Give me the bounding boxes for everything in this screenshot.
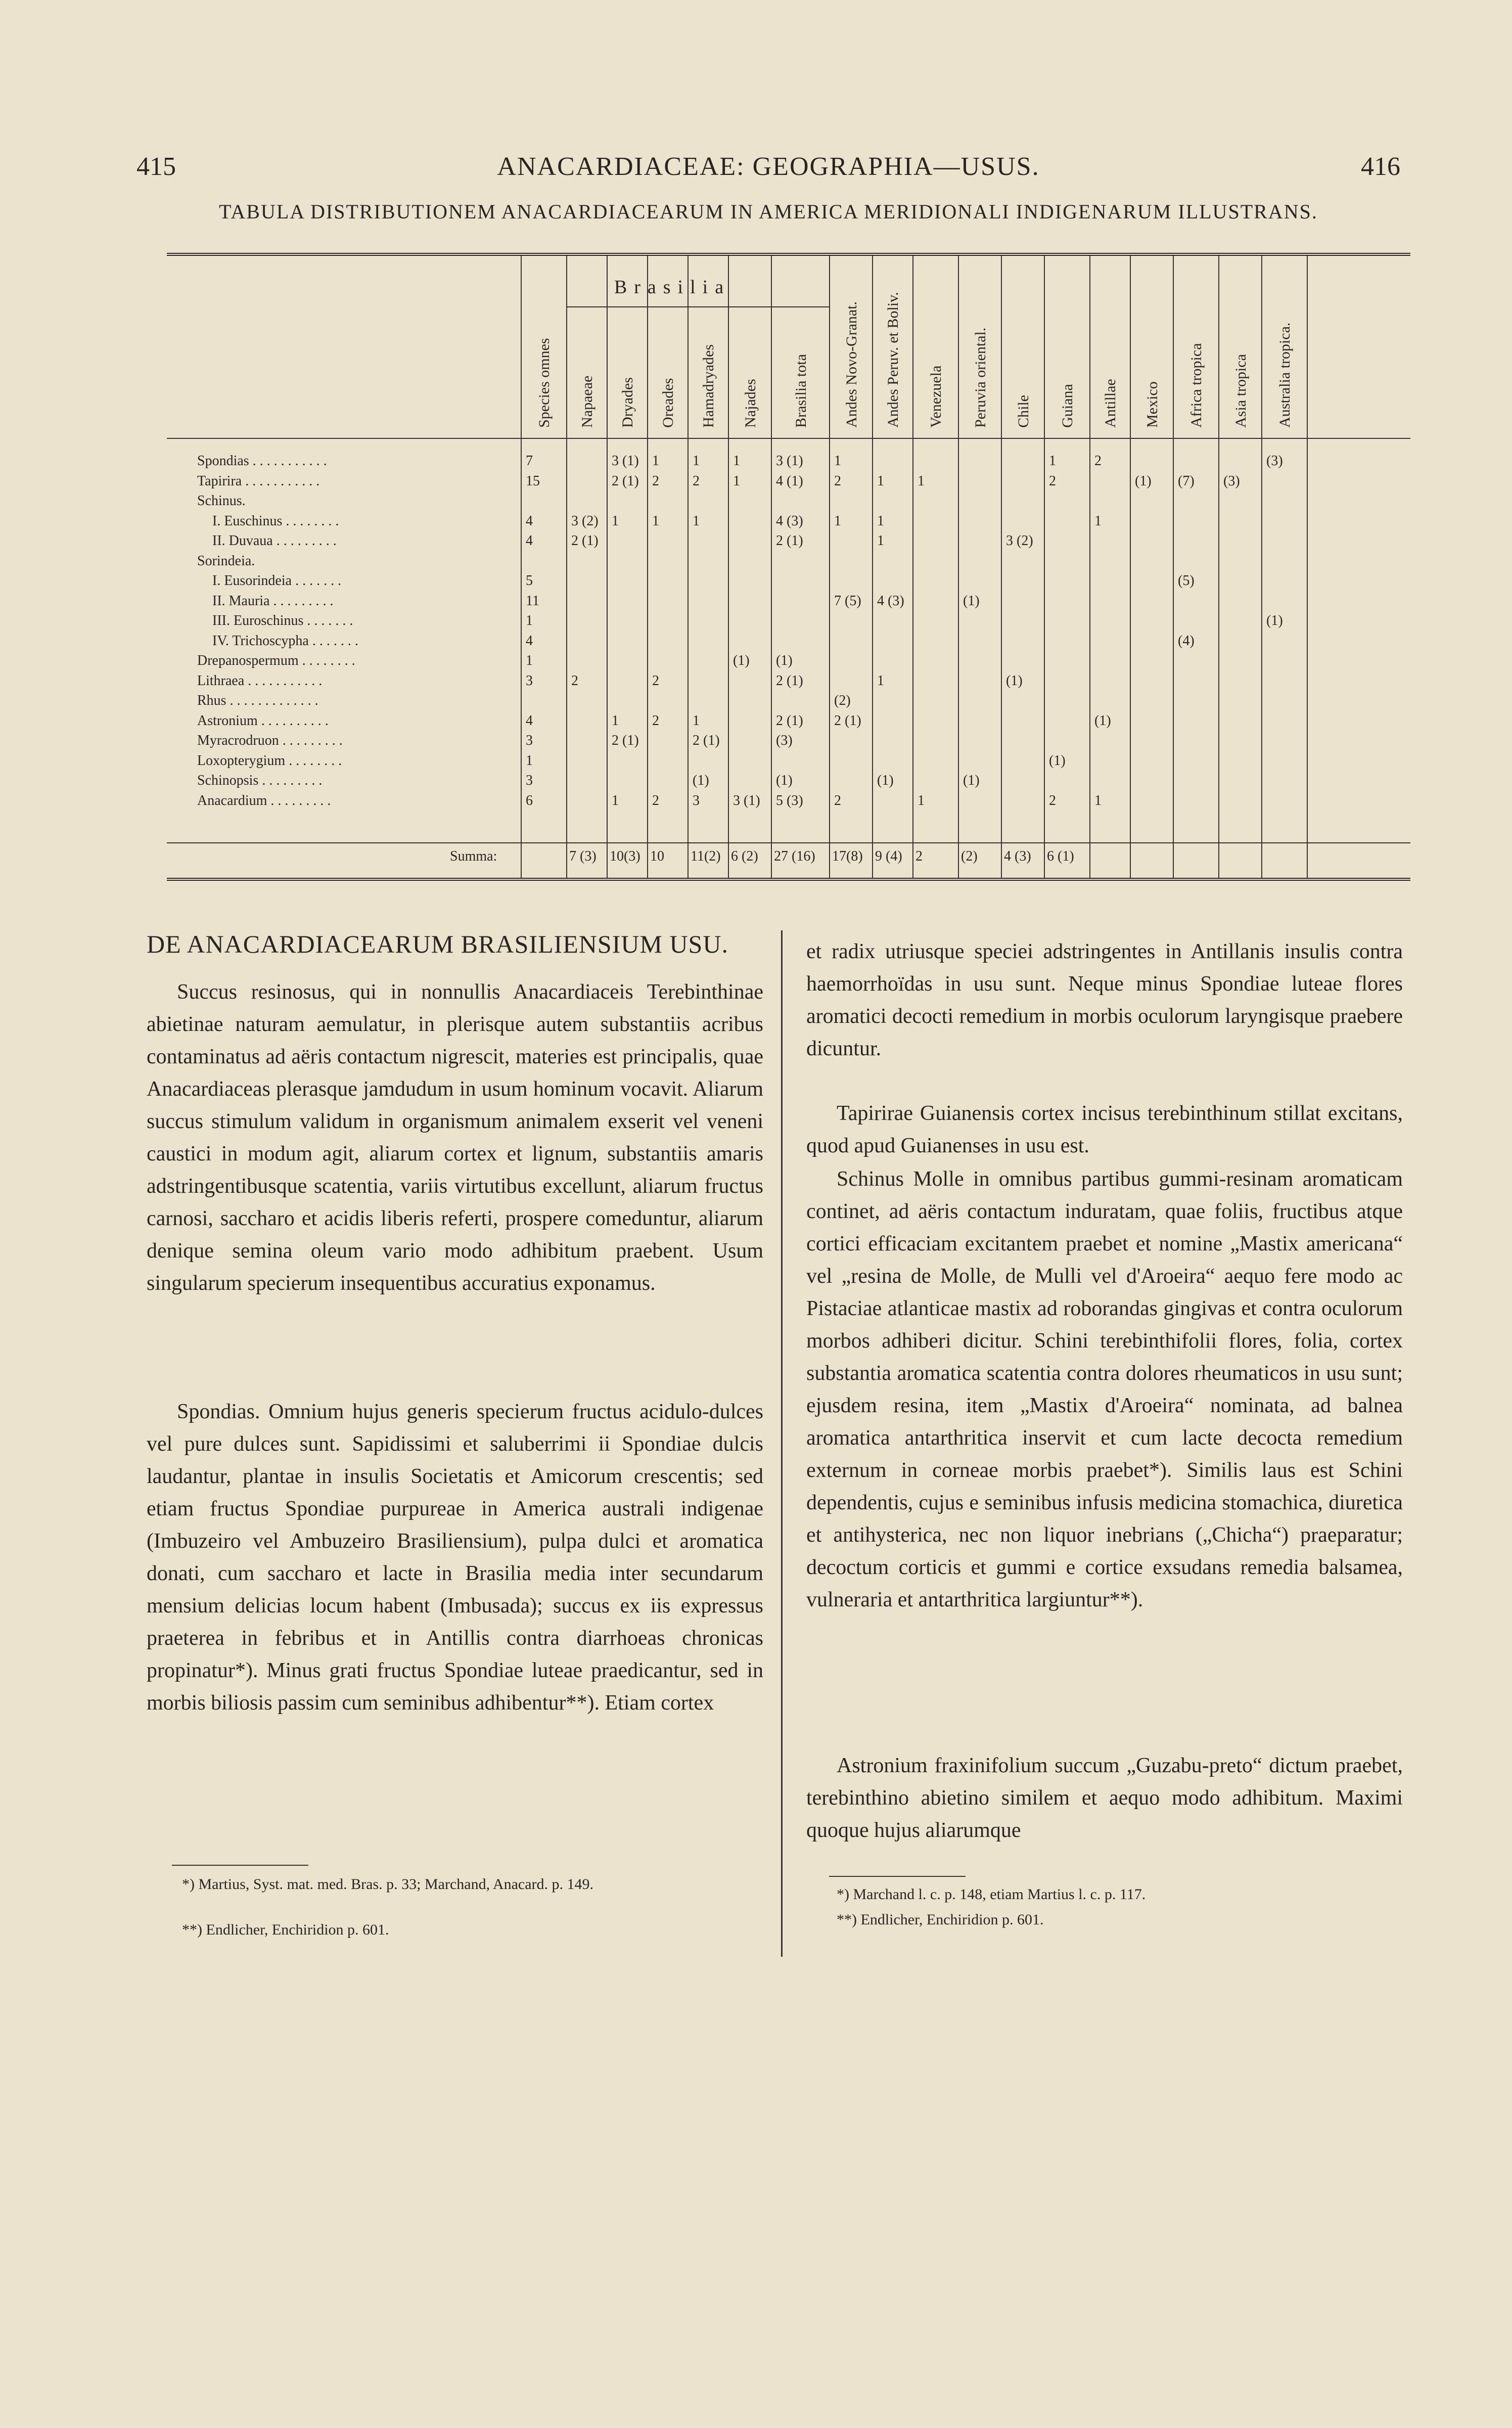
column-header-label: Mexico [1143, 381, 1161, 428]
table-cell: 2 [834, 473, 841, 489]
row-label: Astronium . . . . . . . . . . [197, 712, 329, 729]
summa-cell: 11(2) [691, 848, 721, 864]
table-cell: 7 (5) [834, 593, 861, 609]
column-rule [607, 256, 608, 878]
row-label: Loxopterygium . . . . . . . . [197, 752, 342, 769]
row-rule [167, 842, 1410, 843]
row-label: Spondias . . . . . . . . . . . [197, 453, 327, 469]
column-rule [1089, 256, 1090, 878]
table-cell: 4 (3) [776, 513, 803, 529]
row-label: II. Mauria . . . . . . . . . [212, 593, 334, 609]
table-cell: (1) [877, 773, 894, 788]
table-cell: 3 (1) [733, 792, 760, 808]
summa-cell: 27 (16) [774, 848, 815, 864]
table-cell: 2 [1049, 792, 1056, 808]
footnote-left-2: **) Endlicher, Enchiridion p. 601. [182, 1921, 389, 1938]
table-cell: 2 [652, 792, 659, 808]
paragraph-intro: Succus resinosus, qui in nonnullis Anacardiaceis Terebinthinae abietinae naturam aemulatur, in plerisque autem substantiis acribus contaminatus ad aëris contactum nigrescit, materies est principalis, quae Anacardiaceas plerasque jamdudum in usum hominum vocavit. Aliarum succus stimulum validum in organismum animalem exserit vel veneni caustici in modum agit, aliarum cortex et lignum, substantiis amaris adstringentibusque scatentia, variis virtutibus excellunt, aliarum fructus carnosi, saccharo et acidis liberis referti, prospere comeduntur, aliarum denique semina oleum vario modo adhibitum praebent. Usum singularum specierum insequentibus accuratius exponamus. [147, 980, 763, 1295]
column-divider [781, 930, 783, 1957]
table-cell: 15 [526, 473, 540, 489]
column-rule [1130, 256, 1131, 878]
summa-cell: 10(3) [610, 848, 640, 864]
row-label: Tapirira . . . . . . . . . . . [197, 473, 320, 489]
table-cell: 1 [918, 473, 925, 489]
column-rule [521, 256, 522, 878]
table-cell: 3 (2) [571, 513, 599, 529]
table-cell: (4) [1178, 633, 1195, 649]
row-label: I. Eusorindeia . . . . . . . [212, 573, 342, 589]
column-rule [647, 256, 648, 878]
summa-cell: 2 [915, 848, 923, 864]
brasilia-group-header: Brasilia [614, 277, 731, 298]
table-cell: 1 [733, 473, 740, 489]
column-header-label: Guiana [1059, 384, 1076, 428]
table-cell: 2 [652, 712, 659, 729]
column-rule [829, 256, 830, 878]
summa-cell: 4 (3) [1004, 848, 1031, 864]
paragraph-cortex: et radix utriusque speciei adstringentes in Antillanis insulis contra haemorrhoïdas in usu sunt. Neque minus Spondiae luteae flores aromatici decocti remedium in morbis oculorum laryngisque praebere dicuntur. [806, 940, 1403, 1060]
column-header-label: Species omnes [536, 338, 553, 428]
group-rule [566, 306, 829, 307]
summa-cell: (2) [961, 848, 978, 864]
paragraph-tapirira: Tapirirae Guianensis cortex incisus terebinthinum stillat excitans, quod apud Guianenses in usu est. [806, 1102, 1403, 1157]
row-rule [167, 438, 1410, 439]
table-cell: 1 [526, 613, 533, 628]
table-cell: (1) [1135, 473, 1152, 489]
column-header-label: Peruvia oriental. [972, 327, 989, 428]
column-header-label: Andes Novo-Granat. [843, 301, 860, 428]
column-rule [912, 256, 913, 878]
row-label: Schinopsis . . . . . . . . . [197, 773, 323, 788]
paragraph-astronium: Astronium fraxinifolium succum „Guzabu-preto“ dictum praebet, terebinthino abietino similem et aequo modo adhibitum. Maximi quoque hujus aliarumque [806, 1754, 1403, 1842]
table-cell: 2 (1) [571, 533, 599, 549]
table-title: TABULA DISTRIBUTIONEM ANACARDIACEARUM IN AMERICA MERIDIONALI INDIGENARUM ILLUSTRANS. [219, 200, 1318, 223]
table-cell: 1 [612, 712, 619, 729]
table-cell: 1 [612, 792, 619, 808]
table-cell: (3) [776, 733, 793, 748]
column-header-label: Napaeae [579, 375, 595, 428]
footnote-right-2: **) Endlicher, Enchiridion p. 601. [837, 1911, 1044, 1928]
summa-cell: 17(8) [832, 848, 863, 864]
table-cell: 1 [652, 513, 659, 529]
distribution-table [167, 253, 1410, 881]
table-cell: 4 [526, 633, 533, 649]
footnote-right-1: *) Marchand l. c. p. 148, etiam Martius l. c. p. 117. [837, 1886, 1146, 1903]
column-header-label: Chile [1015, 395, 1032, 428]
table-cell: 1 [693, 453, 700, 469]
table-cell: (1) [733, 653, 750, 668]
row-label: Rhus . . . . . . . . . . . . . [197, 693, 318, 708]
table-cell: (1) [963, 773, 980, 788]
table-cell: (7) [1178, 473, 1195, 489]
row-label: Myracrodruon . . . . . . . . . [197, 733, 343, 748]
table-cell: 3 (2) [1006, 533, 1033, 549]
table-cell: 7 [526, 453, 533, 469]
table-cell: 2 (1) [612, 733, 639, 748]
table-cell: 1 [526, 653, 533, 668]
row-label: Anacardium . . . . . . . . . [197, 792, 331, 808]
table-cell: 3 [526, 733, 533, 748]
table-cell: (2) [834, 693, 851, 708]
column-header-label: Antillae [1102, 379, 1119, 428]
column-rule [1001, 256, 1002, 878]
row-label: III. Euroschinus . . . . . . . [212, 613, 353, 628]
table-cell: (5) [1178, 573, 1195, 589]
column-rule [1173, 256, 1174, 878]
column-rule [872, 256, 873, 878]
row-label: Sorindeia. [197, 553, 255, 569]
table-cell: 6 [526, 792, 533, 808]
table-cell: 1 [1094, 792, 1102, 808]
summa-cell: 6 (1) [1047, 848, 1074, 864]
table-cell: 2 (1) [776, 533, 803, 549]
table-cell: 3 (1) [612, 453, 639, 469]
table-cell: 11 [526, 593, 539, 609]
table-cell: (1) [1006, 672, 1023, 689]
column-header-label: Andes Peruv. et Boliv. [885, 292, 901, 428]
summa-label: Summa: [450, 848, 497, 864]
column-header-label: Oreades [660, 378, 676, 428]
column-rule [688, 256, 689, 878]
table-cell: 4 (3) [877, 593, 904, 609]
table-cell: 1 [834, 453, 841, 469]
table-cell: 5 (3) [776, 792, 803, 808]
column-rule [566, 256, 567, 878]
table-cell: 2 (1) [776, 712, 803, 729]
footnote-rule-right [829, 1876, 966, 1877]
footnote-left-1: *) Martius, Syst. mat. med. Bras. p. 33; Marchand, Anacard. p. 149. [182, 1876, 594, 1893]
column-header-label: Asia tropica [1232, 354, 1249, 428]
table-cell: (3) [1266, 453, 1283, 469]
table-cell: 1 [877, 473, 884, 489]
row-label: I. Euschinus . . . . . . . . [212, 513, 339, 529]
table-cell: 1 [877, 533, 884, 549]
table-cell: 2 [571, 672, 578, 689]
table-cell: 2 [693, 473, 700, 489]
paragraph-spondias: Spondias. Omnium hujus generis specierum fructus acidulo-dulces vel pure dulces sunt. Sapidissimi et saluberrimi ii Spondiae dulcis laudantur, plantae in insulis Societatis et Amicorum crescentis; sed etiam fructus Spondiae purpureae in America australi indigenae (Imbuzeiro vel Ambuzeiro Brasiliensium), pulpa dulci et aromatica donati, cum saccharo et lacte in Brasilia media inter secundarum mensium delicias locum habent (Imbusada); succus ex iis expressus praeterea in febribus et in Antillis contra diarrhoeas chronicas propinatur*). Minus grati fructus Spondiae luteae praedicantur, sed in morbis biliosis passim cum seminibus adhibentur**). Etiam cortex [147, 1400, 763, 1715]
table-cell: 2 [1094, 453, 1102, 469]
table-cell: (1) [776, 773, 793, 788]
table-cell: 2 (1) [612, 473, 639, 489]
table-cell: 4 [526, 533, 533, 549]
table-cell: 3 [526, 672, 533, 689]
column-header-label: Najades [742, 379, 759, 428]
table-cell: 1 [877, 672, 884, 689]
table-cell: 4 [526, 712, 533, 729]
table-cell: 3 [526, 773, 533, 788]
column-rule [771, 256, 772, 878]
table-cell: 1 [834, 513, 841, 529]
summa-cell: 6 (2) [731, 848, 758, 864]
column-header-label: Africa tropica [1188, 343, 1205, 428]
row-label: IV. Trichoscypha . . . . . . . [212, 633, 358, 649]
table-cell: 2 (1) [693, 733, 720, 748]
section-heading: DE ANACARDIACEARUM BRASILIENSIUM USU. [147, 930, 728, 958]
table-cell: 1 [652, 453, 659, 469]
table-cell: 2 [834, 792, 841, 808]
row-label: II. Duvaua . . . . . . . . . [212, 533, 337, 549]
column-header-label: Hamadryades [700, 344, 717, 428]
table-cell: 2 [1049, 473, 1056, 489]
table-cell: 2 [652, 473, 659, 489]
table-cell: (1) [963, 593, 980, 609]
table-cell: 1 [693, 513, 700, 529]
column-header-label: Brasilia tota [792, 354, 809, 428]
table-cell: 1 [1094, 513, 1102, 529]
table-cell: (1) [1094, 712, 1111, 729]
column-header-label: Venezuela [928, 365, 944, 428]
row-label: Lithraea . . . . . . . . . . . [197, 672, 323, 689]
column-rule [1044, 256, 1045, 878]
running-title: ANACARDIACEAE: GEOGRAPHIA—USUS. [497, 152, 1040, 181]
row-label: Schinus. [197, 493, 246, 509]
table-cell: 1 [693, 712, 700, 729]
summa-cell: 9 (4) [875, 848, 902, 864]
table-cell: (1) [693, 773, 709, 788]
column-header-label: Dryades [619, 377, 636, 428]
summa-cell: 7 (3) [569, 848, 597, 864]
table-cell: 1 [918, 792, 925, 808]
table-cell: 2 (1) [834, 712, 861, 729]
summa-cell: 10 [650, 848, 664, 864]
column-rule [728, 256, 729, 878]
table-cell: 3 [693, 792, 700, 808]
table-cell: 2 [652, 672, 659, 689]
table-cell: 2 (1) [776, 672, 803, 689]
page-number-right: 416 [1361, 152, 1400, 181]
column-rule [958, 256, 959, 878]
table-cell: (1) [1266, 613, 1283, 628]
footnote-rule-left [172, 1865, 308, 1866]
table-cell: 1 [612, 513, 619, 529]
table-cell: 3 (1) [776, 453, 803, 469]
table-cell: 1 [877, 513, 884, 529]
table-cell: 1 [526, 752, 533, 769]
page-number-left: 415 [136, 152, 176, 181]
column-rule [1218, 256, 1219, 878]
column-header-label: Australia tropica. [1276, 322, 1293, 428]
paragraph-schinus: Schinus Molle in omnibus partibus gummi-resinam aromaticam continet, ad aëris contactum induratam, quae foliis, fructibus atque cortici efficaciam excitantem praebet et nomine „Mastix americana“ vel „resina de Molle, de Mulli vel d'Aroeira“ aequo fere modo ac Pistaciae atlanticae mastix ad roborandas gingivas et contra oculorum morbos adhiberi dicitur. Schini terebinthifolii flores, folia, cortex substantia aromatica scatentia contra dolores rheumaticos in usu sunt; ejusdem resina, item „Mastix d'Aroeira“ nominata, ad balnea aromatica antarthritica inservit et cum lacte decocta remedium externum in corneae morbis praebet*). Similis laus est Schini dependentis, cujus e seminibus infusis medicina stomachica, diuretica et antihysterica, nec non liquor inebrians („Chicha“) praeparatur; decoctum corticis et gummi e cortice exsudans remedia balsamea, vulneraria et antarthritica largiuntur**). [806, 1167, 1403, 1611]
row-label: Drepanospermum . . . . . . . . [197, 653, 355, 668]
table-cell: 4 (1) [776, 473, 803, 489]
table-cell: (3) [1223, 473, 1240, 489]
table-cell: 1 [733, 453, 740, 469]
table-cell: 5 [526, 573, 533, 589]
column-rule [1307, 256, 1308, 878]
table-cell: (1) [776, 653, 793, 668]
running-header [136, 152, 1400, 192]
table-cell: (1) [1049, 752, 1066, 769]
table-cell: 4 [526, 513, 533, 529]
column-rule [1261, 256, 1262, 878]
table-cell: 1 [1049, 453, 1056, 469]
